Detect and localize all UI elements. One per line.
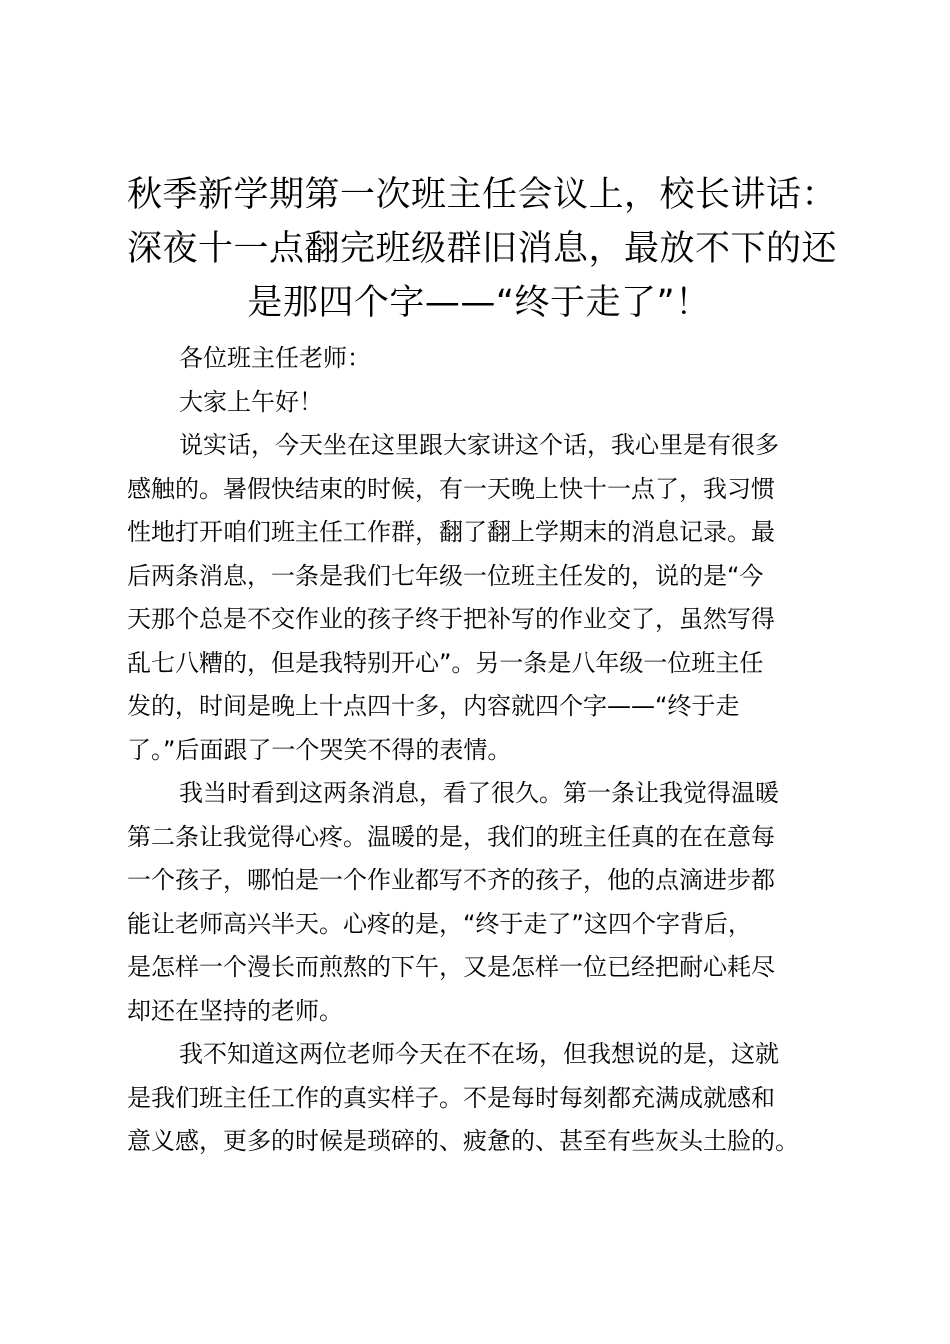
salutation: 各位班主任老师：: [179, 344, 371, 372]
paragraph-line: 后两条消息，一条是我们七年级一位班主任发的，说的是“今: [127, 561, 764, 590]
document-page: [127, 168, 838, 1164]
document-title: [127, 168, 838, 330]
paragraph-line: 性地打开咱们班主任工作群，翻了翻上学期末的消息记录。最: [127, 518, 775, 546]
title-line-2: 深夜十一点翻完班级群旧消息，最放不下的还: [127, 229, 838, 269]
paragraph-line: 意义感，更多的时候是琐碎的、疲惫的、甚至有些灰头土脸的。: [127, 1127, 799, 1155]
paragraph-line: 我不知道这两位老师今天在不在场，但我想说的是，这就: [179, 1040, 779, 1068]
paragraph-line: 天那个总是不交作业的孩子终于把补写的作业交了，虽然写得: [127, 605, 775, 633]
title-line-3: 是那四个字——“终于走了”！: [247, 283, 711, 323]
paragraph-line: 说实话，今天坐在这里跟大家讲这个话，我心里是有很多: [179, 431, 779, 459]
paragraph-line: 乱七八糟的，但是我特别开心”。另一条是八年级一位班主任: [127, 648, 764, 677]
title-line-1: 秋季新学期第一次班主任会议上，校长讲话：: [127, 175, 838, 215]
paragraph-line: 我当时看到这两条消息，看了很久。第一条让我觉得温暖: [179, 779, 779, 807]
paragraph-line: 第二条让我觉得心疼。温暖的是，我们的班主任真的在在意每: [127, 822, 775, 851]
paragraph-line: 却还在坚持的老师。: [127, 996, 343, 1025]
greeting: 大家上午好！: [179, 388, 323, 416]
paragraph-line: 是我们班主任工作的真实样子。不是每时每刻都充满成就感和: [127, 1083, 775, 1112]
paragraph-1: [127, 424, 831, 772]
paragraph-line: 能让老师高兴半天。心疼的是，“终于走了”这四个字背后，: [127, 909, 752, 938]
paragraph-2: [127, 772, 831, 1033]
paragraph-line: 了。”后面跟了一个哭笑不得的表情。: [127, 735, 512, 764]
paragraph-3: [127, 1033, 831, 1164]
paragraph-line: 是怎样一个漫长而煎熬的下午，又是怎样一位已经把耐心耗尽: [127, 953, 775, 981]
paragraph-line: 感触的。暑假快结束的时候，有一天晚上快十一点了，我习惯: [127, 474, 775, 503]
paragraph-line: 一个孩子，哪怕是一个作业都写不齐的孩子，他的点滴进步都: [127, 866, 775, 894]
paragraph-line: 发的，时间是晚上十点四十多，内容就四个字——“终于走: [127, 692, 740, 720]
